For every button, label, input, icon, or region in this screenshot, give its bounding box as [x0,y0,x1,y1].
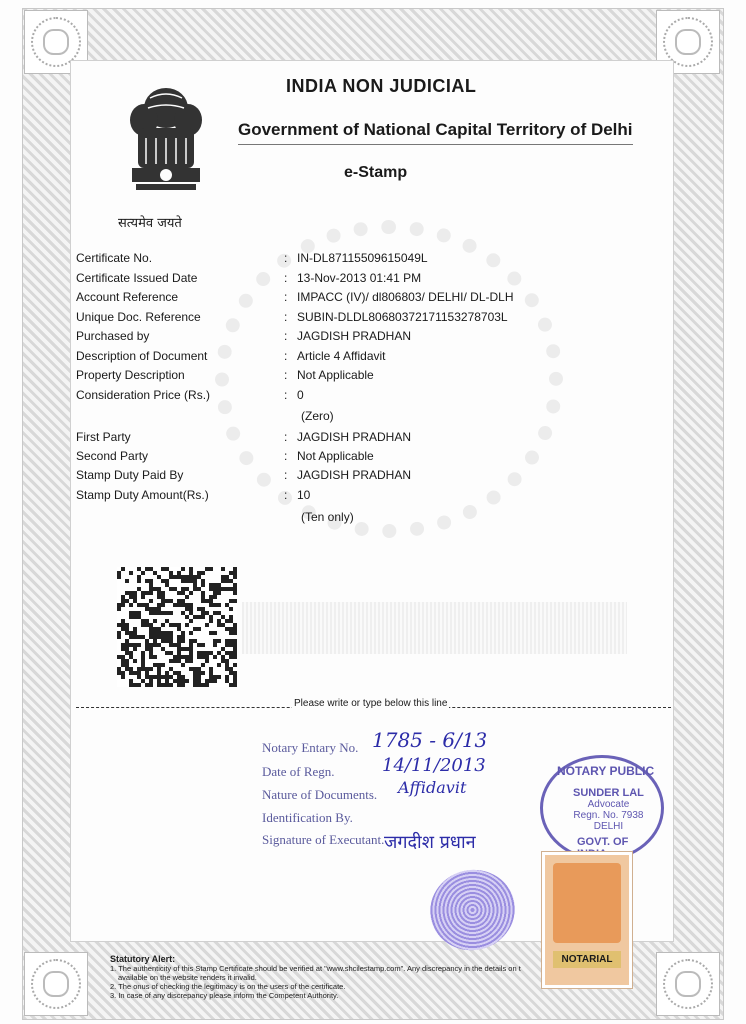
value-second-party: Not Applicable [297,449,374,463]
label-account-reference: Account Reference [76,290,179,304]
seal-details [573,788,644,832]
colon: : [284,310,288,324]
notarial-stamp [542,852,632,988]
value-issued-date: 13-Nov-2013 01:41 PM [297,271,422,285]
label-purchased-by: Purchased by [76,329,150,343]
seal-regn: Regn. No. 7938 [573,810,644,821]
label-description-of-document: Description of Document [76,349,208,363]
alert-item: available on the website renders it invalid. [118,973,257,982]
value-certificate-no: IN-DL87115509615049L [297,251,428,265]
watermark-emblem [215,220,563,538]
seal-city: DELHI [593,821,624,832]
value-first-party: JAGDISH PRADHAN [297,430,412,444]
seal-title: Advocate [587,799,630,810]
notary-date-label: Date of Regn. [262,764,335,779]
label-unique-doc-reference: Unique Doc. Reference [76,310,201,324]
corner-ornament-bottom-right [656,952,720,1016]
label-consideration-price: Consideration Price (Rs.) [76,388,211,402]
colon: : [284,488,288,502]
value-consideration-price: 0 [297,388,304,402]
colon: : [284,430,288,444]
seal-name: SUNDER LAL [573,787,644,799]
value-purchased-by: JAGDISH PRADHAN [297,329,412,343]
colon: : [284,468,288,482]
notary-identification-label: Identification By. [262,810,353,825]
national-emblem-icon [120,78,212,218]
value-account-reference: IMPACC (IV)/ dl806803/ DELHI/ DL-DLH [297,290,514,304]
notary-signature-label: Signature of Executant. [262,832,385,847]
title-estamp: e-Stamp [344,164,408,181]
statutory-alert [110,955,521,1000]
label-issued-date: Certificate Issued Date [76,271,198,285]
value-consideration-price-words: (Zero) [301,409,334,423]
notary-date-value: 14/11/2013 [382,755,486,776]
label-property-description: Property Description [76,368,185,382]
seal-top-text: NOTARY PUBLIC [557,764,655,778]
colon: : [284,271,288,285]
value-stamp-duty-amount: 10 [297,488,311,502]
emblem-motto: सत्यमेव जयते [118,216,182,231]
executant-signature: जगदीश प्रधान [384,832,476,853]
colon: : [284,290,288,304]
colon: : [284,368,288,382]
notary-nature-label: Nature of Documents. [262,787,378,802]
colon: : [284,449,288,463]
title-government: Government of National Capital Territory of Delhi [238,120,633,145]
alert-item: 1. The authenticity of this Stamp Certificate should be verified at "www.shcilestamp.com". Any discrepancy in the details on t [110,964,521,973]
value-stamp-duty-amount-words: (Ten only) [301,510,354,524]
notary-seal [540,755,664,861]
label-second-party: Second Party [76,449,149,463]
title-india-non-judicial: INDIA NON JUDICIAL [286,76,477,96]
value-description-of-document: Article 4 Affidavit [297,349,386,363]
alert-item: 2. The onus of checking the legitimacy is on the users of the certificate. [110,982,346,991]
colon: : [284,388,288,402]
alert-title: Statutory Alert: [110,954,176,964]
colon: : [284,251,288,265]
seal-bottom-text: GOVT. OF [577,836,629,848]
notary-entry-value: 1785 - 6/13 [372,728,488,752]
value-unique-doc-reference: SUBIN-DLDL80680372171153278703L [297,310,508,324]
label-certificate-no: Certificate No. [76,251,153,265]
value-property-description: Not Applicable [297,368,374,382]
notary-entry-label: Notary Entary No. [262,740,359,755]
label-stamp-duty-amount: Stamp Duty Amount(Rs.) [76,488,209,502]
write-below-text: Please write or type below this line [294,698,448,709]
label-first-party: First Party [76,430,131,444]
label-stamp-duty-paid-by: Stamp Duty Paid By [76,468,184,482]
colon: : [284,329,288,343]
colon: : [284,349,288,363]
alert-item: 3. In case of any discrepancy please inform the Competent Authority. [110,991,339,1000]
corner-ornament-bottom-left [24,952,88,1016]
stamp-label: NOTARIAL [553,951,621,968]
notary-nature-value: Affidavit [398,778,467,797]
security-band [242,602,627,654]
qr-code-icon [117,567,237,687]
stamp-emblem-icon [553,863,621,943]
value-stamp-duty-paid-by: JAGDISH PRADHAN [297,468,412,482]
